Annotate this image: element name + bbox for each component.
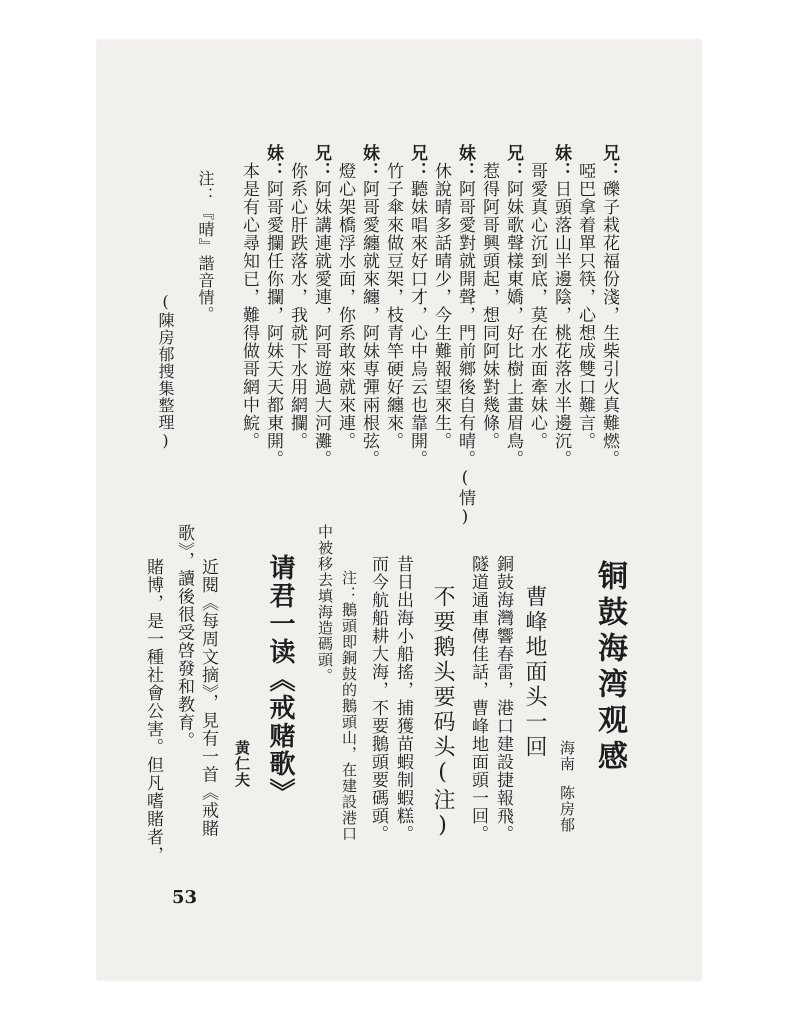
- poem-note: 注：鵝頭即銅鼓的鵝頭山，在建設港口: [340, 570, 358, 842]
- lyric-line: 妹：阿哥愛纏就來纏，阿妹専彈兩根弦。: [359, 144, 379, 468]
- lyric-line: 妹：日頭落山半邊陰，桃花落水半邊沉。: [551, 144, 571, 468]
- article-title: 铜鼓海湾观感: [592, 560, 627, 776]
- book-page: [97, 40, 701, 980]
- poem-line: 昔日出海小船搖，捕獲苗蝦制蝦糕。: [393, 555, 413, 843]
- lyric-line: 本是有心尋知已，難得做哥網中鯇。: [239, 162, 259, 450]
- lyric-line: 你系心肝跌落水，我就下水用網攔。: [287, 162, 307, 450]
- lyric-line: 啞巴拿着單只筷，心想成雙口難言。: [575, 162, 595, 450]
- upper-note: 注：『晴』諧音情。: [196, 170, 215, 323]
- body-line: 歌》，讀後很受啓發和教育。: [174, 524, 194, 750]
- page-number: 53: [172, 887, 198, 908]
- author-name: 陈房郁: [558, 785, 576, 833]
- poem-title: 不要鹅头要码头(注): [430, 585, 455, 841]
- body-line: 近閱《每周文摘》，見有一首《戒賭: [198, 558, 218, 838]
- lyric-line: 兄：阿妹講連就愛連，阿哥遊過大河灘。: [311, 144, 331, 468]
- lyric-line: 哥愛真心沉到底，莫在水面牽妹心。: [527, 162, 547, 450]
- lyric-line: 休說晴多話晴少，今生難報望來生。: [431, 162, 451, 450]
- lyric-line: 兄：阿妹歌聲樣東嬌，好比樹上畫眉鳥。: [503, 144, 523, 468]
- lyric-line: 惹得阿哥興頭起，想同阿妹對幾條。: [479, 162, 499, 450]
- author-name: 黄仁夫: [233, 740, 251, 788]
- lyric-line: 妹：阿哥愛攔任你攔，阿妹天天都東開。: [263, 144, 283, 468]
- lyric-line: 妹：阿哥愛對就開聲，門前鄉後自有晴。(情): [455, 144, 475, 528]
- poem-title: 曹峰地面头一回: [522, 585, 547, 760]
- poem-line: 銅鼓海灣響春雷，港口建設捷報飛。: [493, 555, 513, 843]
- author-place: 海南: [558, 740, 576, 772]
- lyric-line: 兄：礫子栽花福份淺，生柴引火真難燃。: [599, 144, 619, 468]
- article-title: 请君一读《戒赌歌》: [265, 554, 295, 806]
- poem-note: 中被移去填海造碼頭。: [316, 524, 334, 684]
- poem-line: 而今航船耕大海，不要鵝頭要碼頭。: [368, 555, 388, 843]
- lyric-line: 竹子傘來做豆架，枝青竿硬好纏來。: [383, 162, 403, 450]
- poem-line: 隧道通車傳佳話，曹峰地面頭一回。: [468, 555, 488, 843]
- body-line: 賭博，是一種社會公害。但凡嗜賭者，: [143, 558, 163, 864]
- lyric-line: 燈心架橋浮水面，你系敢來就來連。: [335, 162, 355, 450]
- lyric-line: 兄：聽妹唱來好口才，心中烏云也靠開。: [407, 144, 427, 468]
- collector-credit: (陳房郁搜集整理): [156, 292, 175, 451]
